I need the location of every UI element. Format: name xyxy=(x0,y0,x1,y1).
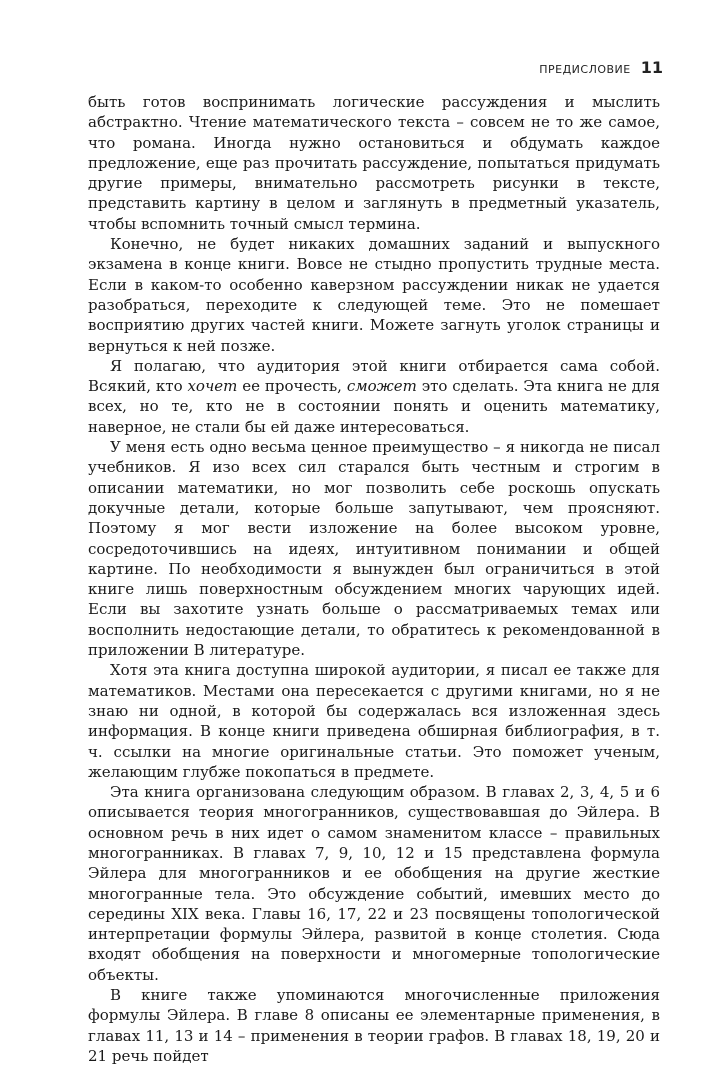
paragraph-text: быть готов воспринимать логические рассуждения и мыслить абстрактно. Чтение математического текста – совсем не то же самое, что романа. Иногда нужно остановиться и обдумать каждое предложение, еще раз прочитать рассуждение, попытаться придумать другие примеры, внимательно рассмотреть рисунки в тексте, представить картину в целом и заглянуть в предметный указатель, чтобы вспомнить точный смысл термина. xyxy=(88,93,660,233)
paragraph xyxy=(88,985,660,1066)
paragraph-text: Эта книга организована следующим образом. В главах 2, 3, 4, 5 и 6 описывается теория многогранников, существовавшая до Эйлера. В основном речь в них идет о самом знаменитом классе – правильных многогранниках. В главах 7, 9, 10, 12 и 15 представлена формула Эйлера для многогранников и ее обобщения на другие жесткие многогранные тела. Это обсуждение событий, имевших место до середины XIX века. Главы 16, 17, 22 и 23 посвящены топологической интерпретации формулы Эйлера, развитой в конце столетия. Сюда входят обобщения на поверхности и многомерные топологические объекты. xyxy=(88,783,660,984)
paragraph-text: это сделать. Эта книга не для всех, но те, кто не в состоянии понять и оценить математику, наверное, не стали бы ей даже интересоваться. xyxy=(88,377,660,436)
paragraph xyxy=(88,782,660,985)
paragraph-text: Хотя эта книга доступна широкой аудитории, я писал ее также для математиков. Местами она пересекается с другими книгами, но я не знаю ни одной, в которой бы содержалась вся изложенная здесь информация. В конце книги приведена обширная библиография, в т. ч. ссылки на многие оригинальные статьи. Это поможет ученым, желающим глубже покопаться в предмете. xyxy=(88,661,660,781)
paragraph-text: В книге также упоминаются многочисленные приложения формулы Эйлера. В главе 8 описаны ее элементарные применения, в главах 11, 13 и 14 – применения в теории графов. В главах 18, 19, 20 и 21 речь пойдет xyxy=(88,986,660,1065)
paragraph-text: Я полагаю, что аудитория этой книги отбирается сама собой. Всякий, кто xyxy=(88,356,660,396)
emphasis-text: хочет xyxy=(187,377,238,396)
paragraph xyxy=(88,92,660,234)
paragraph-text: У меня есть одно весьма ценное преимущество – я никогда не писал учебников. Я изо всех сил старался быть честным и строгим в описании математики, но мог позволить себе роскошь опускать докучные детали, которые больше запутывают, чем проясняют. Поэтому я мог вести изложение на более высоком уровне, сосредоточившись на идеях, интуитивном понимании и общей картине. По необходимости я вынужден был ограничиться в этой книге лишь поверхностным обсуждением многих чарующих идей. Если вы захотите узнать больше о рассматриваемых темах или восполнить недостающие детали, то обратитесь к рекомендованной в приложении В литературе. xyxy=(88,438,660,660)
page-header xyxy=(539,58,663,77)
emphasis-text: сможет xyxy=(346,377,417,396)
paragraph-text: ее прочесть, xyxy=(237,377,347,396)
paragraph-text: Конечно, не будет никаких домашних заданий и выпускного экзамена в конце книги. Вовсе не стыдно пропустить трудные места. Если в каком-то особенно каверзном рассуждении никак не удается разобраться, переходите к следующей теме. Это не помешает восприятию других частей книги. Можете загнуть уголок страницы и вернуться к ней позже. xyxy=(88,235,660,355)
paragraph xyxy=(88,356,660,437)
page-number: 11 xyxy=(640,58,663,77)
body-text xyxy=(88,92,660,1066)
running-head: ПРЕДИСЛОВИЕ xyxy=(539,63,631,76)
paragraph xyxy=(88,660,660,782)
paragraph xyxy=(88,437,660,660)
paragraph xyxy=(88,234,660,356)
